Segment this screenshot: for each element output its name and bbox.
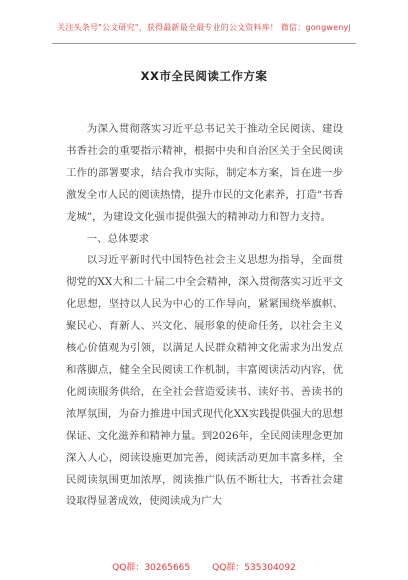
section-heading: 一、总体要求 [86, 232, 150, 245]
footer-qq-groups [0, 560, 408, 573]
document-body [66, 119, 343, 513]
footer-qq-group-2: QQ群：535304092 [212, 563, 296, 573]
footer-qq-group-1: QQ群：30265665 [112, 563, 191, 573]
header-promo-note: 关注头条号"公文研究"，获得最新最全最专业的公文资料库！ 微信：gongwenyj [57, 23, 351, 32]
header-divider [52, 43, 356, 44]
intro-paragraph: 为深入贯彻落实习近平总书记关于推动全民阅读、建设书香社会的重要指示精神，根据中央和自治区关于全民阅读工作的部署要求，结合我市实际，制定本方案，旨在进一步激发全市人民的阅读热情，提升市民的文化素养，打造“书香龙城”，为建设文化强市提供强大的精神动力和智力支持。 [66, 123, 343, 223]
body-paragraph: 以习近平新时代中国特色社会主义思想为指导，全面贯彻党的XX大和二十届二中全会精神，深入贯彻落实习近平文化思想，坚持以人民为中心的工作导向，紧紧围绕举旗帜、聚民心、育新人、兴文化、展形象的使命任务，以社会主义核心价值观为引领，以满足人民群众精神文化需求为出发点和落脚点，健全全民阅读工作机制，丰富阅读活动内容，优化阅读服务供给，在全社会营造爱读书、读好书、善读书的浓厚氛围，为奋力推进中国式现代化XX实践提供强大的思想保证、文化滋养和精神力量。到2026年，全民阅读理念更加深入人心，阅读设施更加完善，阅读活动更加丰富多样，全民阅读氛围更加浓厚，阅读推广队伍不断壮大，书香社会建设取得显著成效，使阅读成为广大 [66, 254, 343, 508]
document-title: XX市全民阅读工作方案 [140, 69, 268, 83]
